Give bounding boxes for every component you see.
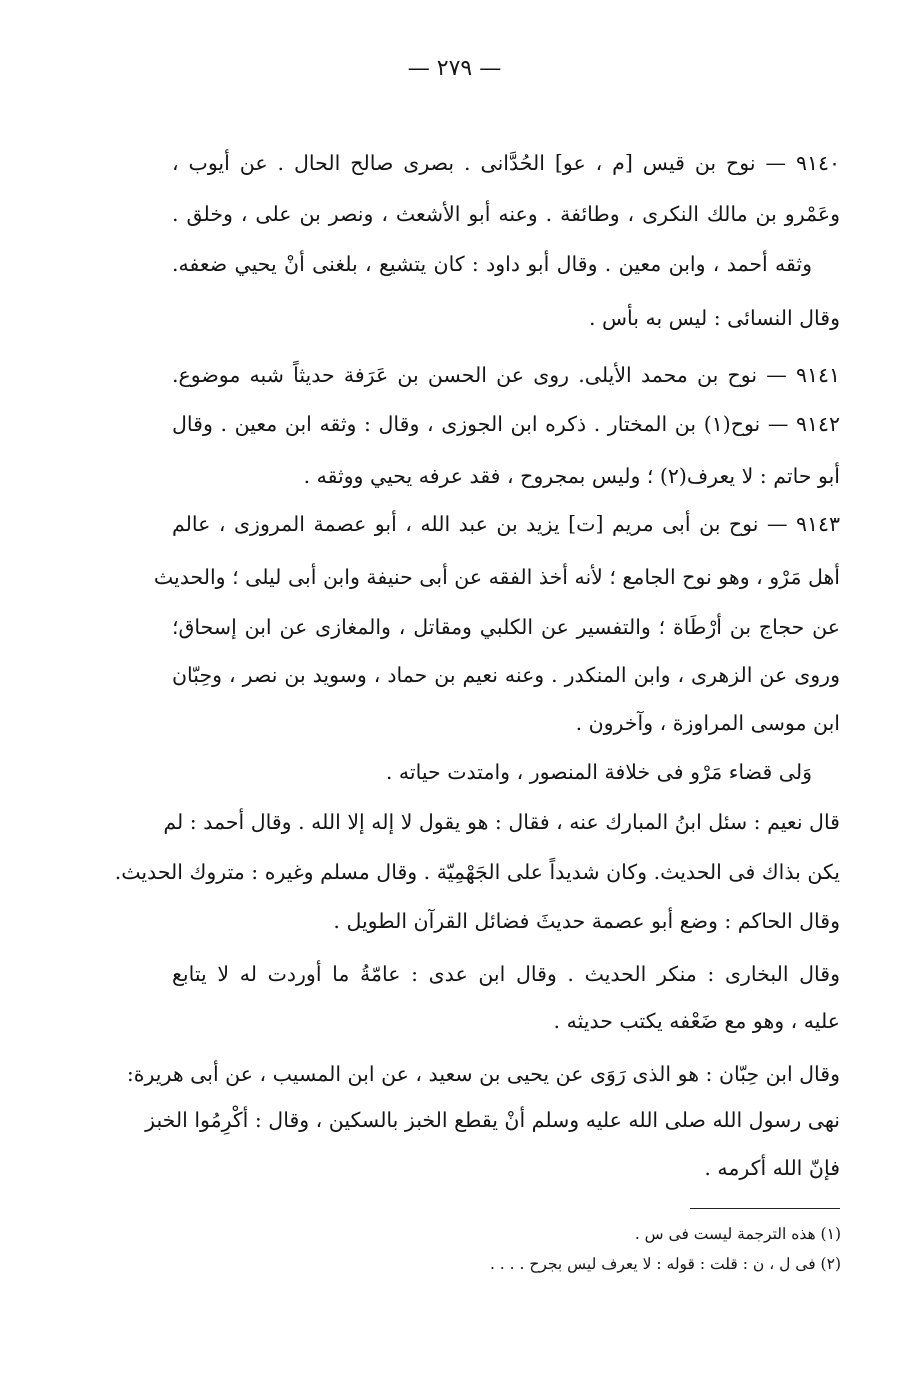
text-line: عليه ، وهو مع ضَعْفه يكتب حديثه .	[553, 1009, 840, 1033]
footnote: (١) هذه الترجمة ليست فى س .	[634, 1225, 841, 1243]
text-line: أبو حاتم : لا يعرف(٢) ؛ وليس بمجروح ، فقد عرفه يحيي ووثقه .	[303, 464, 840, 488]
footnote-divider	[690, 1208, 840, 1209]
text-line: ابن موسى المراوزة ، وآخرون .	[575, 711, 840, 735]
text-line: وقال ابن حِبّان : هو الذى رَوَى عن يحيى بن سعيد ، عن ابن المسيب ، عن أبى هريرة:	[126, 1062, 840, 1086]
text-line: ٩١٤١ — نوح بن محمد الأيلى. روى عن الحسن بن عَرَفة حديثاً شبه موضوع.	[172, 363, 840, 387]
text-line: وقال النسائى : ليس به بأس .	[588, 306, 840, 330]
text-line: وروى عن الزهرى ، وابن المنكدر . وعنه نعيم بن حماد ، وسويد بن نصر ، وحِبّان	[172, 663, 840, 687]
text-line: وثقه أحمد ، وابن معين . وقال أبو داود : كان يتشيع ، بلغنى أنْ يحيي ضعفه.	[172, 252, 812, 276]
text-line: عن حجاج بن أرْطَاة ؛ والتفسير عن الكلبي ومقاتل ، والمغازى عن ابن إسحاق؛	[172, 615, 840, 639]
text-line: ٩١٤٢ — نوح(١) بن المختار . ذكره ابن الجوزى ، وقال : وثقه ابن معين . وقال	[172, 412, 841, 436]
text-line: وقال الحاكم : وضع أبو عصمة حديثَ فضائل القرآن الطويل .	[333, 909, 840, 933]
footnote: (٢) فى ل ، ن : قلت : قوله : لا يعرف ليس بجرح . . . .	[489, 1255, 841, 1273]
text-line: وقال البخارى : منكر الحديث . وقال ابن عدى : عامّةُ ما أوردت له لا يتابع	[172, 962, 840, 986]
text-line: قال نعيم : سئل ابنُ المبارك عنه ، فقال : هو يقول لا إله إلا الله . وقال أحمد : لم	[163, 810, 840, 834]
text-line: نهى رسول الله صلى الله عليه وسلم أنْ يقطع الخبز بالسكين ، وقال : أكْرِمُوا الخبز	[145, 1108, 840, 1132]
text-line: يكن بذاك فى الحديث. وكان شديداً على الجَهْمِيّة . وقال مسلم وغيره : متروك الحديث.	[114, 860, 840, 884]
text-line: وعَمْرو بن مالك النكرى ، وطائفة . وعنه أبو الأشعث ، ونصر بن على ، وخلق .	[172, 202, 840, 226]
page-number: — ٢٧٩ —	[407, 56, 502, 81]
text-line: ٩١٤٠ — نوح بن قيس [م ، عو] الحُدَّانى . بصرى صالح الحال . عن أيوب ،	[172, 151, 840, 175]
text-line: فإنّ الله أكرمه .	[704, 1156, 840, 1180]
text-line: أهل مَرْو ، وهو نوح الجامع ؛ لأنه أخذ الفقه عن أبى حنيفة وابن أبى ليلى ؛ والحديث	[153, 565, 840, 589]
text-line: وَلى قضاء مَرْو فى خلافة المنصور ، وامتدت حياته .	[385, 760, 812, 784]
text-line: ٩١٤٣ — نوح بن أبى مريم [ت] يزيد بن عبد الله ، أبو عصمة المروزى ، عالم	[172, 512, 840, 536]
